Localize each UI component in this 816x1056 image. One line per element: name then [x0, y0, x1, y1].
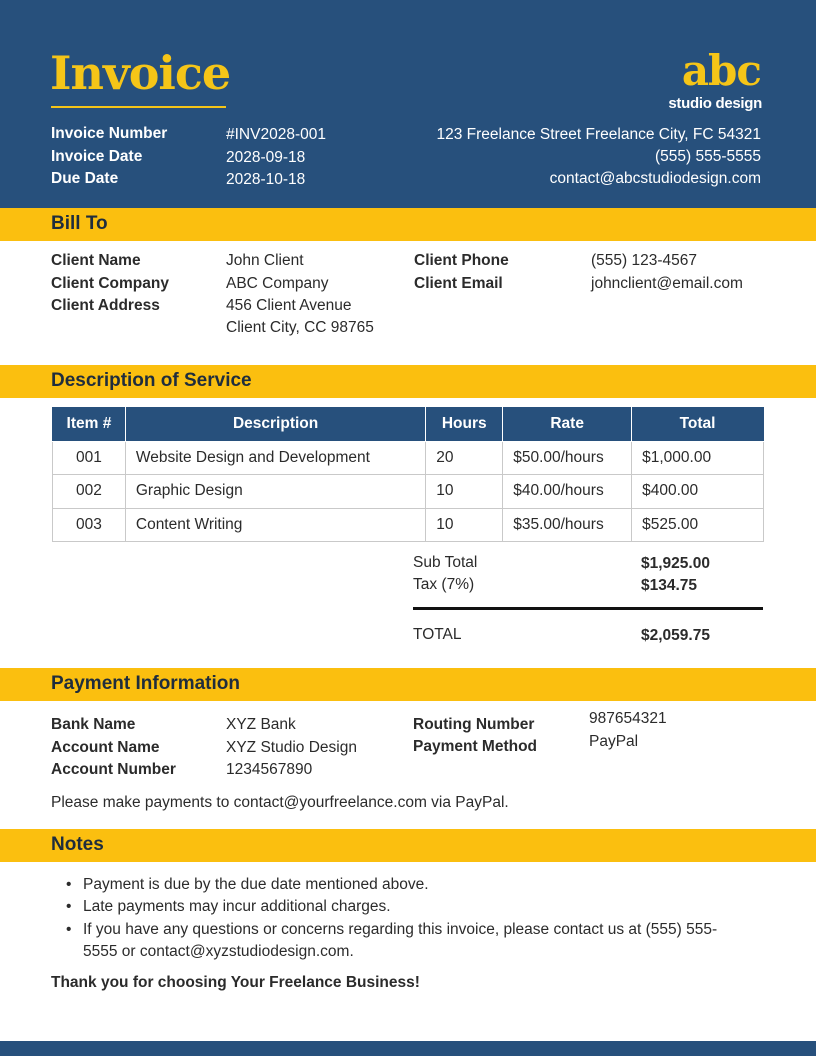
invoice-number-label: Invoice Number — [51, 125, 168, 142]
account-number-value: 1234567890 — [226, 761, 313, 778]
bullet-icon: • — [66, 876, 72, 893]
client-address-line1: 456 Client Avenue — [226, 297, 352, 314]
notes-list — [62, 874, 742, 963]
item-number-cell: 001 — [53, 441, 126, 475]
bullet-icon: • — [66, 898, 72, 916]
account-name-label: Account Name — [51, 739, 160, 756]
total-cell: $400.00 — [632, 475, 764, 509]
services-table — [52, 407, 764, 542]
client-address-line2: Client City, CC 98765 — [226, 319, 374, 336]
list-item — [62, 874, 742, 896]
hours-cell: 20 — [426, 441, 503, 475]
rate-cell: $40.00/hours — [503, 475, 632, 509]
table-row — [53, 475, 764, 509]
table-header-row — [53, 407, 764, 441]
footer-bar — [0, 1041, 816, 1056]
client-name-value: John Client — [226, 252, 304, 269]
client-address-label: Client Address — [51, 297, 160, 314]
client-phone-label: Client Phone — [414, 252, 509, 269]
bank-name-label: Bank Name — [51, 716, 136, 733]
tax-label: Tax (7%) — [413, 576, 475, 593]
payment-method-label: Payment Method — [413, 738, 538, 755]
invoice-title: Invoice — [50, 46, 231, 100]
notes-heading-band — [0, 829, 816, 862]
services-heading-band — [0, 365, 816, 398]
note-text: If you have any questions or concerns regarding this invoice, please contact us at (555) 555-5555 or contact@xyzstudiodesign.com. — [83, 920, 718, 960]
account-name-value: XYZ Studio Design — [226, 739, 357, 756]
hours-cell: 10 — [426, 508, 503, 542]
routing-number-value: 987654321 — [589, 710, 667, 727]
table-row — [53, 441, 764, 475]
bullet-icon: • — [66, 920, 72, 938]
logo-wordmark: abc — [681, 46, 761, 95]
description-cell: Website Design and Development — [125, 441, 425, 475]
note-text: Late payments may incur additional charges. — [83, 898, 391, 916]
column-header-total: Total — [632, 407, 764, 441]
company-email: contact@abcstudiodesign.com — [549, 170, 761, 187]
rate-cell: $50.00/hours — [503, 441, 632, 475]
tax-value: $134.75 — [641, 577, 698, 594]
subtotal-label: Sub Total — [413, 554, 478, 571]
thank-you-message: Thank you for choosing Your Freelance Business! — [51, 974, 420, 991]
payment-instruction: Please make payments to contact@yourfreelance.com via PayPal. — [51, 794, 509, 811]
column-header-hours: Hours — [426, 407, 503, 441]
client-company-label: Client Company — [51, 275, 169, 292]
list-item — [62, 919, 742, 964]
invoice-date-label: Invoice Date — [51, 148, 143, 165]
due-date-label: Due Date — [51, 170, 119, 187]
bill-to-heading: Bill To — [51, 213, 108, 234]
invoice-date-value: 2028-09-18 — [226, 149, 306, 166]
invoice-number-value: #INV2028-001 — [226, 126, 326, 143]
bank-name-value: XYZ Bank — [226, 716, 296, 733]
invoice-header — [0, 0, 816, 208]
client-email-label: Client Email — [414, 275, 503, 292]
logo-tagline: studio design — [668, 95, 762, 112]
table-row — [53, 508, 764, 542]
note-text: Payment is due by the due date mentioned above. — [83, 876, 429, 893]
description-cell: Graphic Design — [125, 475, 425, 509]
due-date-value: 2028-10-18 — [226, 171, 306, 188]
subtotal-value: $1,925.00 — [641, 555, 710, 572]
payment-heading: Payment Information — [51, 673, 240, 694]
hours-cell: 10 — [426, 475, 503, 509]
item-number-cell: 002 — [53, 475, 126, 509]
total-cell: $525.00 — [632, 508, 764, 542]
column-header-rate: Rate — [503, 407, 632, 441]
routing-number-label: Routing Number — [413, 716, 535, 733]
title-underline — [51, 106, 226, 108]
totals-divider — [413, 607, 763, 610]
client-email-value: johnclient@email.com — [591, 275, 743, 292]
payment-heading-band — [0, 668, 816, 701]
account-number-label: Account Number — [51, 761, 176, 778]
company-phone: (555) 555-5555 — [655, 148, 761, 165]
notes-heading: Notes — [51, 834, 104, 855]
description-cell: Content Writing — [125, 508, 425, 542]
total-label: TOTAL — [413, 626, 462, 643]
item-number-cell: 003 — [53, 508, 126, 542]
payment-method-value: PayPal — [589, 733, 639, 750]
bill-to-heading-band — [0, 208, 816, 241]
total-value: $2,059.75 — [641, 627, 710, 644]
column-header-item: Item # — [53, 407, 126, 441]
list-item — [62, 896, 742, 918]
column-header-description: Description — [125, 407, 425, 441]
client-company-value: ABC Company — [226, 275, 329, 292]
total-cell: $1,000.00 — [632, 441, 764, 475]
rate-cell: $35.00/hours — [503, 508, 632, 542]
client-name-label: Client Name — [51, 252, 141, 269]
company-address: 123 Freelance Street Freelance City, FC 54321 — [436, 126, 761, 143]
services-heading: Description of Service — [51, 370, 252, 391]
client-phone-value: (555) 123-4567 — [591, 252, 697, 269]
